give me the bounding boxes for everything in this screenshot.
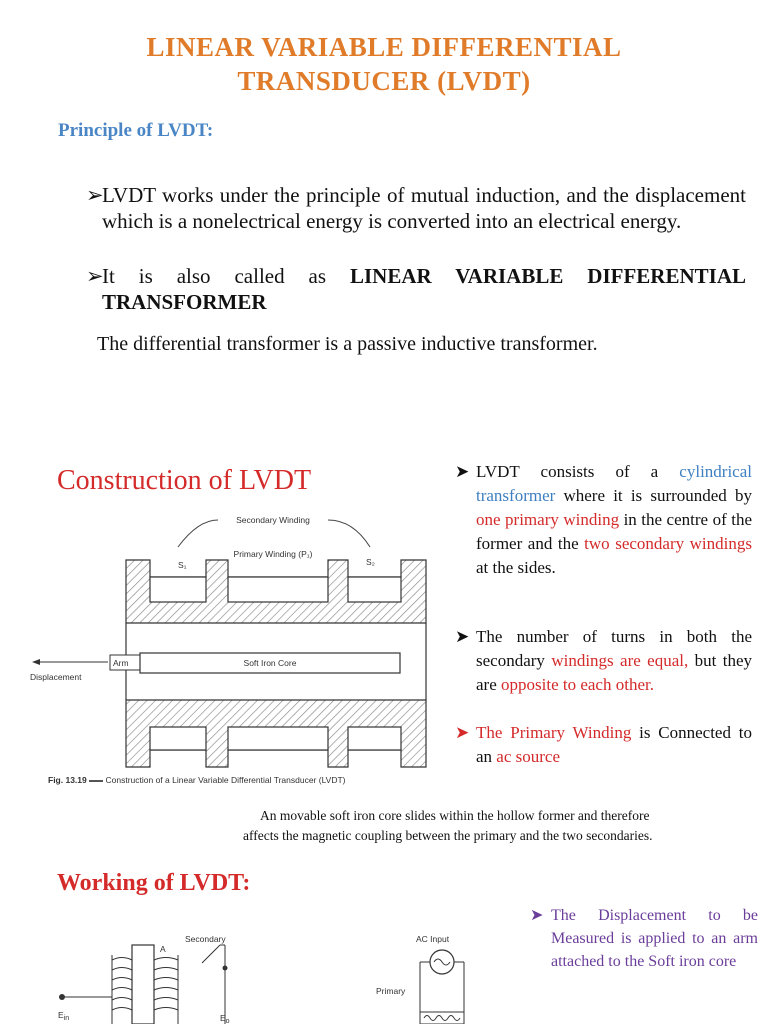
bracket-right <box>328 520 370 547</box>
construction-bullet-1 <box>455 460 752 580</box>
construction-heading: Construction of LVDT <box>57 465 312 496</box>
core-note-line-1: An movable soft iron core slides within the hollow former and therefore <box>260 808 650 823</box>
highlight-red: ac source <box>496 747 561 766</box>
displacement-label: Displacement <box>30 672 82 682</box>
secondary-winding-label: Secondary Winding <box>236 515 310 525</box>
core <box>132 945 154 1024</box>
s1-label: S₁ <box>178 560 187 570</box>
highlight-red: one primary winding <box>476 510 620 529</box>
arrow-bullet-icon: ➢ <box>86 264 104 288</box>
eo-label: $E_o$ <box>220 1013 230 1024</box>
primary-label: Primary <box>376 986 406 996</box>
working-heading: Working of LVDT: <box>57 870 251 896</box>
bullet-text: where it is surrounded by <box>555 486 752 505</box>
construction-bullet-2 <box>455 625 752 697</box>
page-title-line2: TRANSDUCER (LVDT) <box>237 66 531 96</box>
s2-label: S₂ <box>366 557 375 567</box>
arrow-bullet-icon: ➤ <box>455 627 470 646</box>
lvdt-working-diagram <box>50 915 480 1024</box>
highlight-red: The Primary Winding <box>476 723 632 742</box>
arrow-bullet-icon: ➢ <box>86 183 104 207</box>
bullet-text: is Connected to an <box>476 723 753 766</box>
principle-bullet-1 <box>86 182 746 234</box>
s1-coil <box>150 577 206 602</box>
s2-coil <box>348 577 401 602</box>
bullet-text: in the centre of the former and the <box>476 510 752 553</box>
primary-coil <box>228 577 328 602</box>
principle-bullet-2 <box>86 263 746 315</box>
passive-note: The differential transformer is a passive inductive transformer. <box>97 333 598 355</box>
highlight-red: opposite to each other. <box>501 675 654 694</box>
ein-label: $E_{in}$ <box>58 1010 70 1022</box>
principle-bullet-1-text: LVDT works under the principle of mutual induction, and the displacement which is a nonelectrical energy is converted into an electrical energy. <box>102 183 746 233</box>
figure-number: Fig. 13.19 <box>48 775 87 785</box>
bullet-text: The number of turns in both the secondary <box>476 627 752 670</box>
lvdt-construction-diagram <box>28 505 438 790</box>
primary-winding-label: Primary Winding (P₁) <box>233 549 313 559</box>
arrow-bullet-icon: ➤ <box>530 907 544 924</box>
figure-caption-text: Construction of a Linear Variable Differential Transducer (LVDT) <box>105 775 346 785</box>
bullet-2-bold: LINEAR VARIABLE DIFFERENTIAL TRANSFORMER <box>102 264 746 314</box>
core-note <box>243 806 653 846</box>
right-coil <box>154 955 178 1024</box>
bullet-text: LVDT consists of a <box>476 462 680 481</box>
arrow-bullet-icon: ➤ <box>455 723 470 742</box>
working-bullet-text: The Displacement to be Measured is applied to an arm attached to the Soft iron core <box>551 907 758 970</box>
bracket-left <box>178 520 218 547</box>
bullet-text: at the sides. <box>476 558 556 577</box>
a-label: A <box>160 944 166 954</box>
left-coil <box>112 955 132 1024</box>
principle-heading: Principle of LVDT: <box>58 120 214 141</box>
figure-caption <box>48 775 346 785</box>
core-note-line-2: affects the magnetic coupling between the primary and the two secondaries. <box>243 828 653 843</box>
ac-input-label: AC Input <box>416 934 450 944</box>
secondary-label: Secondary <box>185 934 226 944</box>
core-label: Soft Iron Core <box>243 658 297 668</box>
arm-label: Arm <box>113 658 129 668</box>
bullet-2-prefix: It is also called as <box>102 264 350 288</box>
arrow-bullet-icon: ➤ <box>455 462 470 481</box>
working-bullet <box>530 904 758 973</box>
arrowhead-left-icon <box>32 659 40 665</box>
bullet-text: but they are <box>476 651 753 694</box>
highlight-red: two secondary windings <box>584 534 752 553</box>
highlight-red: windings are equal, <box>551 651 689 670</box>
construction-bullet-3 <box>455 721 752 769</box>
page-title-line1: LINEAR VARIABLE DIFFERENTIAL <box>146 32 622 62</box>
highlight-blue: cylindrical transformer <box>476 462 752 505</box>
